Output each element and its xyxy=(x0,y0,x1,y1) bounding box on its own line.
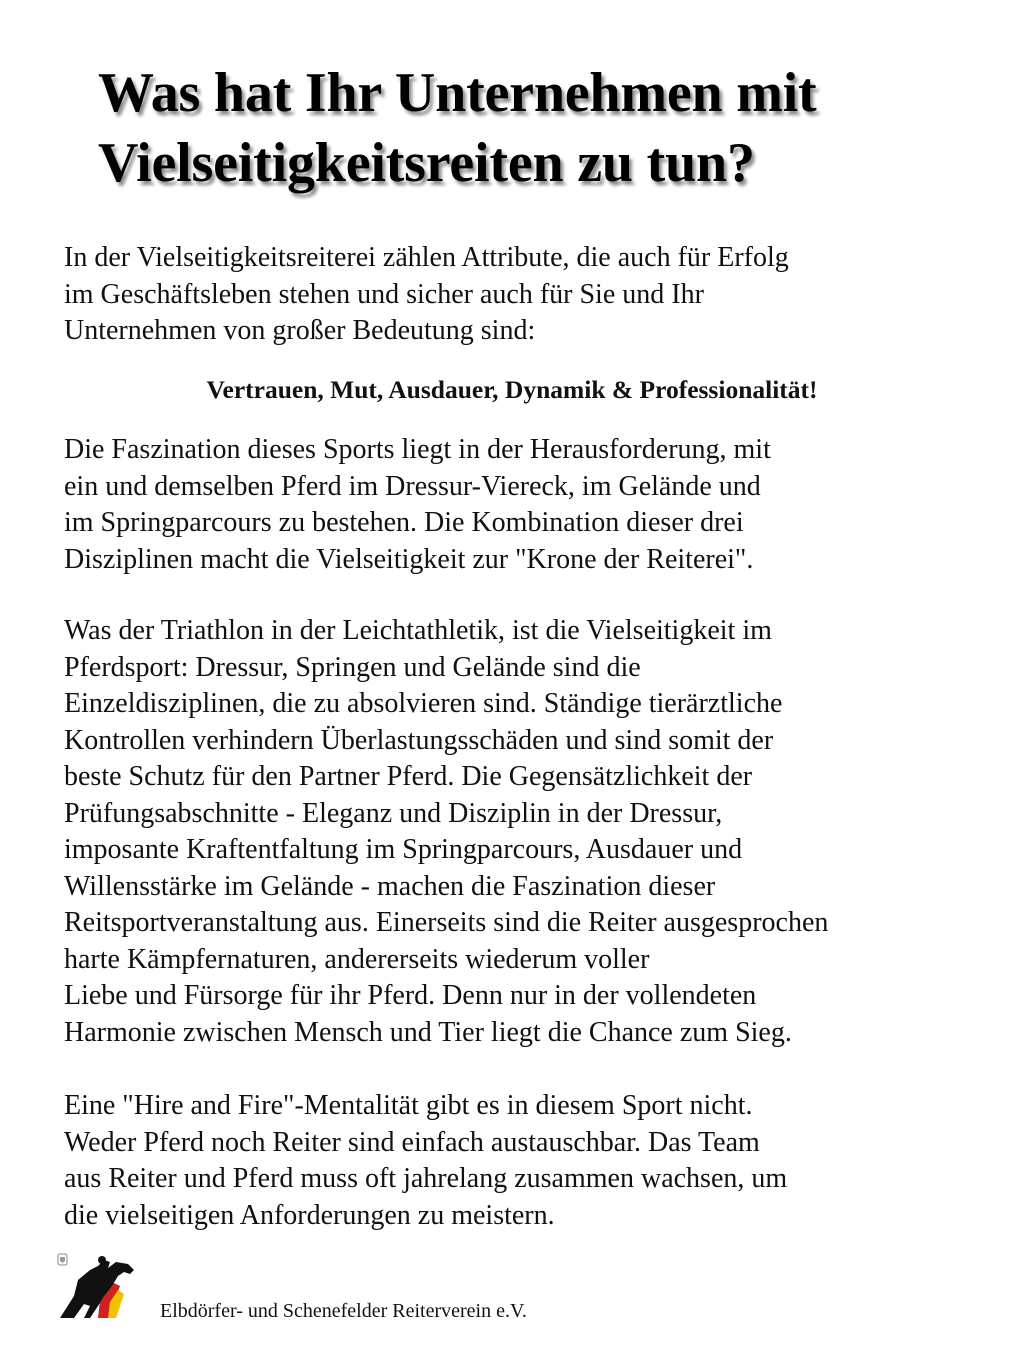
paragraph-team xyxy=(64,1088,994,1234)
text-line: Willensstärke im Gelände - machen die Faszination dieser xyxy=(64,870,716,902)
text-line: Unternehmen von großer Bedeutung sind: xyxy=(64,315,536,346)
text-line: beste Schutz für den Partner Pferd. Die Gegensätzlichkeit der xyxy=(64,761,753,792)
text-line: Pferdsport: Dressur, Springen und Gelände sind die xyxy=(64,651,641,683)
text-line: aus Reiter und Pferd muss oft jahrelang zusammen wachsen, um xyxy=(64,1163,788,1194)
text-line: In der Vielseitigkeitsreiterei zählen Attribute, die auch für Erfolg xyxy=(64,242,789,273)
text-line: im Springparcours zu bestehen. Die Kombination dieser drei xyxy=(64,507,744,538)
text-line: die vielseitigen Anforderungen zu meistern. xyxy=(64,1199,555,1231)
title-line-1: Was hat Ihr Unternehmen mit xyxy=(98,62,817,124)
text-line: Reitsportveranstaltung aus. Einerseits sind die Reiter ausgesprochen xyxy=(64,907,829,938)
paragraph-triathlon xyxy=(64,613,994,1051)
text-line: Die Faszination dieses Sports liegt in der Herausforderung, mit xyxy=(64,434,771,465)
text-line: imposante Kraftentfaltung im Springparcours, Ausdauer und xyxy=(64,834,743,865)
horse-logo-icon xyxy=(54,1252,138,1324)
text-line: Prüfungsabschnitte - Eleganz und Disziplin in der Dressur, xyxy=(64,797,723,829)
text-line: Eine "Hire and Fire"-Mentalität gibt es in diesem Sport nicht. xyxy=(64,1090,753,1121)
title-line-2: Vielseitigkeitsreiten zu tun? xyxy=(98,132,755,194)
text-line: Kontrollen verhindern Überlastungsschäden und sind somit der xyxy=(64,724,774,756)
paragraph-fascination xyxy=(64,432,994,578)
text-line: Einzeldisziplinen, die zu absolvieren sind. Ständige tierärztliche xyxy=(64,688,783,719)
text-line: Harmonie zwischen Mensch und Tier liegt die Chance zum Sieg. xyxy=(64,1016,792,1048)
text-line: Weder Pferd noch Reiter sind einfach austauschbar. Das Team xyxy=(64,1126,760,1158)
intro-paragraph xyxy=(64,240,994,350)
text-line: Was der Triathlon in der Leichtathletik, ist die Vielseitigkeit im xyxy=(64,615,772,646)
text-line: im Geschäftsleben stehen und sicher auch für Sie und Ihr xyxy=(64,278,704,310)
text-line: Disziplinen macht die Vielseitigkeit zur "Krone der Reiterei". xyxy=(64,543,754,575)
page-title xyxy=(98,58,998,198)
virtues-heading: Vertrauen, Mut, Ausdauer, Dynamik & Professionalität! xyxy=(206,375,818,404)
text-line: Liebe und Fürsorge für ihr Pferd. Denn nur in der vollendeten xyxy=(64,980,757,1011)
text-line: harte Kämpfernaturen, andererseits wiederum voller xyxy=(64,943,650,975)
text-line: ein und demselben Pferd im Dressur-Viereck, im Gelände und xyxy=(64,470,761,502)
club-name: Elbdörfer- und Schenefelder Reiterverein e.V. xyxy=(160,1300,527,1322)
